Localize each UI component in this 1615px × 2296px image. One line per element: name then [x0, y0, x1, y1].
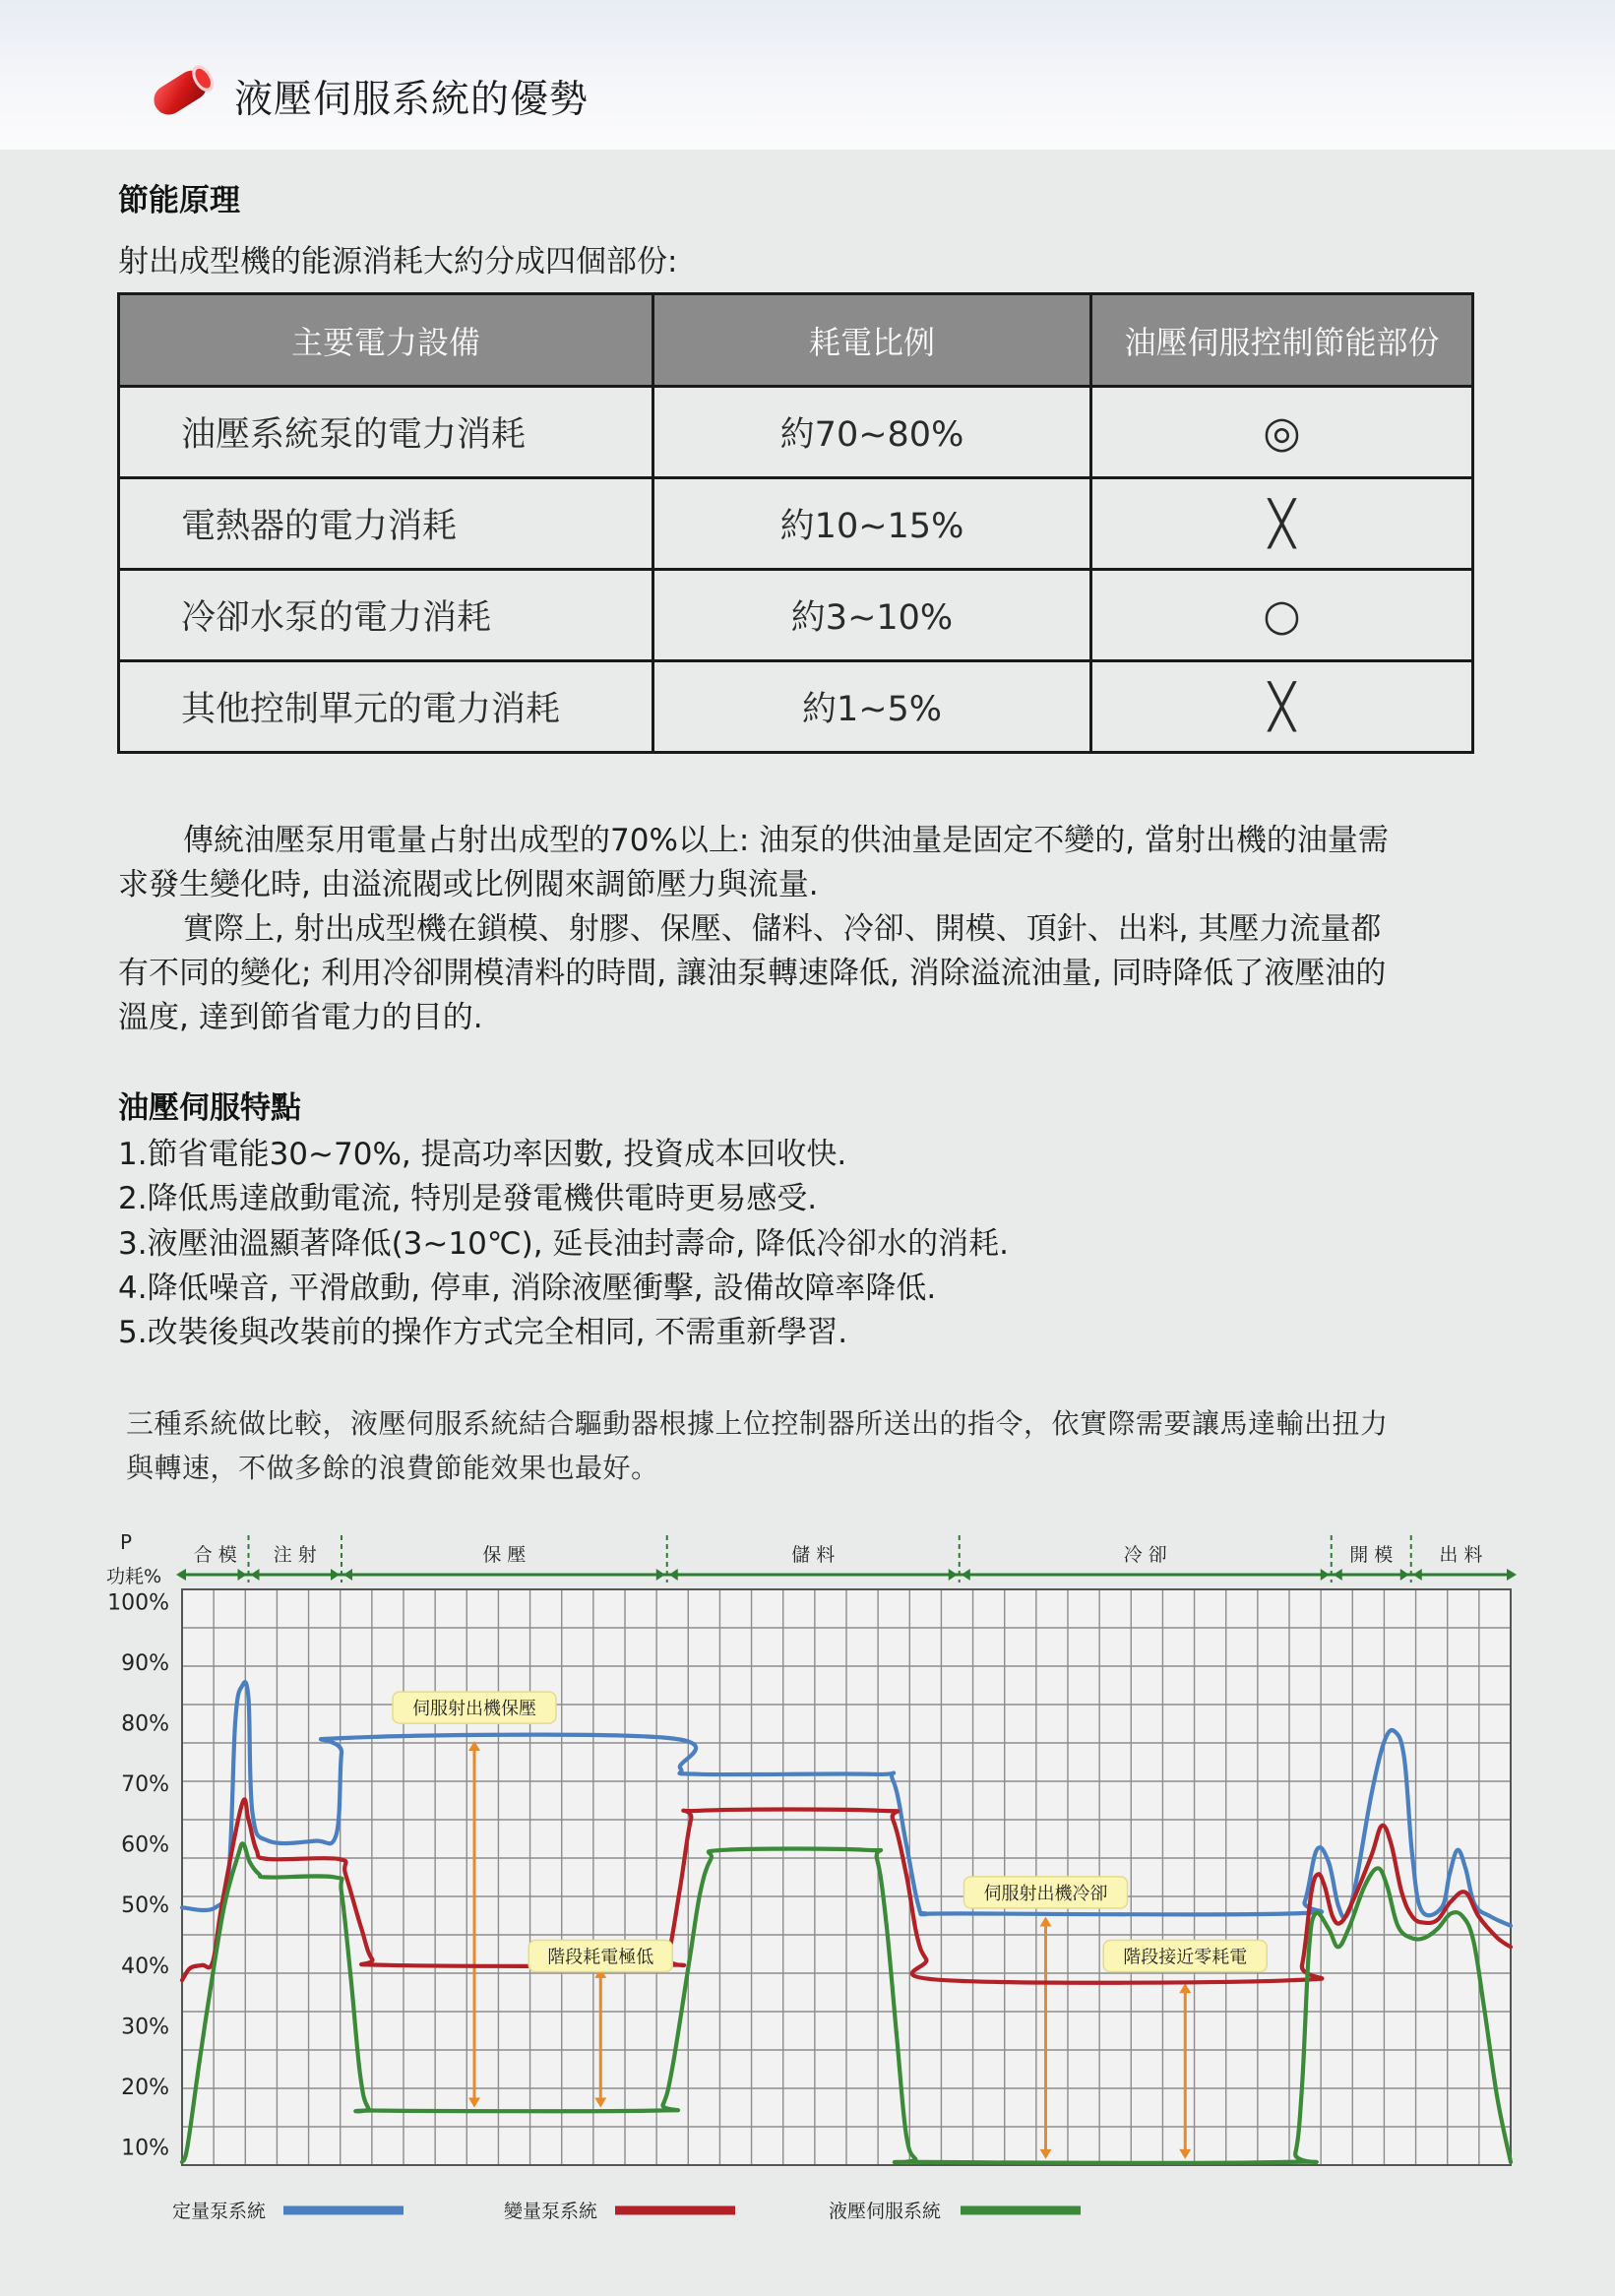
- feature-item: 5.改裝後與改裝前的操作方式完全相同, 不需重新學習.: [118, 1315, 848, 1350]
- table-cell-mark: ╳: [1091, 661, 1473, 753]
- legend-label: 液壓伺服系統: [829, 2201, 942, 2222]
- table-cell-item: 冷卻水泵的電力消耗: [119, 570, 653, 661]
- y-tick-label: 50%: [121, 1893, 169, 1919]
- phase-divider-arrowhead: [331, 1569, 340, 1581]
- phase-bar-arrowhead: [176, 1569, 186, 1581]
- phase-divider-arrowhead: [251, 1569, 260, 1581]
- table-header-cell: 油壓伺服控制節能部份: [1091, 294, 1473, 387]
- phase-divider-arrowhead: [343, 1569, 352, 1581]
- phase-divider-arrowhead: [656, 1569, 665, 1581]
- table-cell-item: 其他控制單元的電力消耗: [119, 661, 653, 753]
- legend-label: 變量泵系統: [504, 2201, 598, 2222]
- table-cell-ratio: 約10~15%: [653, 478, 1091, 570]
- power-consumption-table: [117, 292, 1474, 754]
- phase-label: 開 模: [1349, 1544, 1394, 1566]
- y-axis-label-top: P: [119, 1530, 133, 1554]
- y-tick-label: 100%: [107, 1590, 169, 1616]
- principle-heading: 節能原理: [118, 183, 240, 218]
- phase-divider-arrowhead: [1413, 1569, 1422, 1581]
- y-tick-label: 90%: [121, 1650, 169, 1676]
- table-cell-ratio: 約1~5%: [653, 661, 1091, 753]
- phase-label: 儲 料: [791, 1544, 836, 1566]
- y-tick-label: 80%: [121, 1711, 169, 1737]
- paragraph-line: 溫度, 達到節省電力的目的.: [118, 1000, 483, 1035]
- paragraph-line: 有不同的變化; 利用冷卻開模清料的時間, 讓油泵轉速降低, 消除溢流油量, 同時降低了液壓油的: [118, 956, 1387, 991]
- phase-divider-arrowhead: [669, 1569, 678, 1581]
- table-header-cell: 耗電比例: [653, 294, 1091, 387]
- table-cell-ratio: 約3~10%: [653, 570, 1091, 661]
- features-heading: 油壓伺服特點: [118, 1090, 301, 1126]
- table-row: [119, 570, 1473, 661]
- legend-label: 定量泵系統: [172, 2201, 267, 2222]
- y-axis-label: 功耗%: [105, 1566, 162, 1587]
- comparison-line: 三種系統做比較，液壓伺服系統結合驅動器根據上位控制器所送出的指令，依實際需要讓馬達輸出扭力: [126, 1407, 1389, 1440]
- phase-divider-arrowhead: [238, 1569, 247, 1581]
- phase-label: 注 射: [273, 1544, 317, 1566]
- phase-label: 合 模: [193, 1544, 237, 1566]
- principle-intro: 射出成型機的能源消耗大約分成四個部份:: [118, 244, 678, 279]
- y-tick-label: 70%: [121, 1772, 169, 1798]
- power-consumption-chart: [0, 1516, 1615, 2244]
- annotation-text: 階段接近零耗電: [1123, 1947, 1248, 1968]
- table-cell-item: 電熱器的電力消耗: [119, 478, 653, 570]
- y-tick-label: 60%: [121, 1832, 169, 1858]
- red-cylinder-logo-icon: [138, 57, 226, 126]
- paragraph-line: 求發生變化時, 由溢流閥或比例閥來調節壓力與流量.: [118, 867, 819, 902]
- phase-divider-arrowhead: [1321, 1569, 1330, 1581]
- paragraph-line: 實際上, 射出成型機在鎖模、射膠、保壓、儲料、冷卻、開模、頂針、出料, 其壓力流量都: [183, 911, 1382, 947]
- phase-bar-arrowhead: [1507, 1569, 1517, 1581]
- table-row: [119, 478, 1473, 570]
- phase-divider-arrowhead: [962, 1569, 970, 1581]
- table-header-row: [119, 294, 1473, 387]
- y-tick-label: 20%: [121, 2075, 169, 2100]
- feature-item: 1.節省電能30~70%, 提高功率因數, 投資成本回收快.: [118, 1137, 847, 1172]
- page-header: [0, 0, 1615, 150]
- comparison-line: 與轉速，不做多餘的浪費節能效果也最好。: [126, 1452, 659, 1484]
- phase-divider-arrowhead: [1334, 1569, 1342, 1581]
- phase-divider-arrowhead: [949, 1569, 958, 1581]
- table-cell-mark: ◎: [1091, 387, 1473, 478]
- phase-label: 冷 卻: [1123, 1544, 1167, 1566]
- y-tick-label: 10%: [121, 2136, 169, 2161]
- table-cell-mark: ╳: [1091, 478, 1473, 570]
- paragraph-line: 傳統油壓泵用電量占射出成型的70%以上: 油泵的供油量是固定不變的, 當射出機的油量需: [183, 823, 1389, 858]
- phase-divider-arrowhead: [1400, 1569, 1409, 1581]
- page-title: 液壓伺服系統的優勢: [234, 78, 590, 122]
- phase-label: 保 壓: [482, 1544, 527, 1566]
- y-tick-label: 30%: [121, 2015, 169, 2040]
- table-header-cell: 主要電力設備: [119, 294, 653, 387]
- table-row: [119, 387, 1473, 478]
- y-tick-label: 40%: [121, 1954, 169, 1979]
- phase-label: 出 料: [1439, 1544, 1483, 1566]
- table-row: [119, 661, 1473, 753]
- annotation-text: 伺服射出機冷卻: [983, 1883, 1108, 1904]
- annotation-text: 階段耗電極低: [547, 1947, 654, 1968]
- annotation-text: 伺服射出機保壓: [412, 1699, 536, 1720]
- table-cell-ratio: 約70~80%: [653, 387, 1091, 478]
- table-cell-item: 油壓系統泵的電力消耗: [119, 387, 653, 478]
- feature-item: 2.降低馬達啟動電流, 特別是發電機供電時更易感受.: [118, 1181, 818, 1216]
- table-cell-mark: ○: [1091, 570, 1473, 661]
- feature-item: 4.降低噪音, 平滑啟動, 停車, 消除液壓衝擊, 設備故障率降低.: [118, 1271, 937, 1306]
- feature-item: 3.液壓油溫顯著降低(3~10℃), 延長油封壽命, 降低冷卻水的消耗.: [118, 1226, 1009, 1262]
